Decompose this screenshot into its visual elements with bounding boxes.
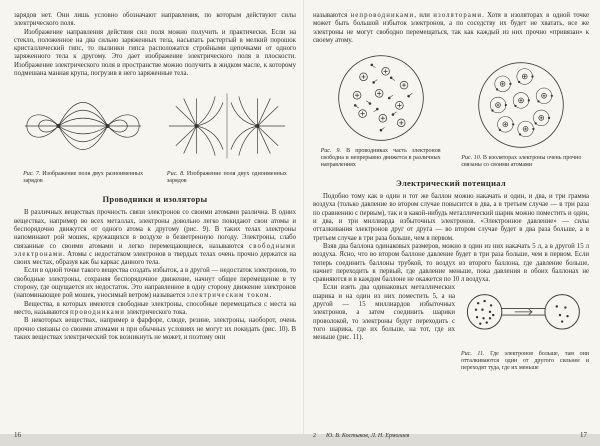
conductor-free-electrons-figure	[335, 52, 427, 144]
text-segment: . Хотя в изоляторах в одной точке может быть большой избыток электронов, а по соседству их будет не хватать, все же электроны не могут свободно перемещаться, так как каждый из них прочно «привязан» к своему атому.	[313, 12, 589, 44]
paragraph-continuation: зарядов нет. Они лишь условно обозначают направления, по которым действуют силы электрического поля.	[14, 12, 296, 28]
figures-row-right	[313, 52, 589, 169]
paragraph: Подобно тому как в один и тот же баллон можно накачать и один, и два, и три грамма воздуха (только давление во втором случае повысится в два, а в третьем случае — в три раза по сравнению с первым), так и в какой-нибудь металлический шарик можно поместить и один, и два, и три миллиарда избыточных электронов. «Электронное давление» — силы отталкивания электронов друг от друга — во втором случае будет в два раза больше, а в третьем случае в три раза больше, чем в первом.	[313, 193, 589, 242]
book-signature	[313, 433, 409, 439]
figure-label: Рис. 9.	[320, 148, 342, 155]
figure-8	[158, 85, 296, 185]
paragraph	[14, 267, 296, 300]
emphasized-term: проводниками	[70, 308, 125, 316]
paragraph-with-figure	[313, 284, 589, 374]
page-number-left: 16	[14, 431, 21, 439]
insulator-bound-electrons-figure	[475, 59, 567, 151]
text-segment: , или	[414, 12, 434, 19]
figure-caption	[167, 171, 287, 185]
signature-number: 2	[313, 433, 316, 439]
figure-label: Рис. 8.	[166, 171, 185, 178]
connected-spheres-electrons-figure	[461, 286, 589, 342]
figure-caption-text: Изображение поля двух одноименных зарядов	[166, 171, 287, 185]
figure-caption	[23, 171, 143, 185]
field-lines-unlike-charges-figure	[19, 85, 147, 167]
figure-caption	[321, 148, 441, 169]
text-segment: Вещества, в которых имеются свободные электроны, способные перемещаться с места на место, называются	[14, 300, 296, 316]
paragraph: В некоторых веществах, например в фарфоре, слюде, резине, электроны, наоборот, очень прочно связаны со своими атомами и при обычных условиях не могут их покидать (рис. 10). В таких веществах электрический ток возникнуть не может, и поэтому они	[14, 317, 296, 341]
paragraph: Изображение направления действия сил поля можно получить и практически. Если на стекло, положенное на два сильно заряженных тела, насыпать растертый в мелкий порошок кристаллический гипс, то пылинки гипса расположатся стройными цепочками от одного заряженного тела к другому. Это дает изображение электрического поля в плоскости. Изображение электрического поля в пространстве можно получить в жидком масле, к которому подмешана манная крупа, погрузив в него заряженные тела.	[14, 28, 296, 78]
paragraph	[14, 209, 296, 267]
figure-caption-text: В изоляторах электроны очень прочно связаны со своими атомами	[461, 155, 582, 169]
figures-row-left	[14, 85, 296, 185]
figure-caption-text: В проводниках часть электронов свободна и непрерывно движется в различных направлениях	[320, 148, 441, 169]
figure-11	[461, 286, 589, 372]
text-segment: называются	[313, 12, 351, 19]
figure-7	[14, 85, 152, 185]
figure-caption-text: Изображение поля двух разноименных зарядов	[23, 171, 144, 185]
paragraph	[14, 301, 296, 318]
figure-caption-text: Где электронов больше, там они отталкиваются один от другого сильнее и переходят туда, где их меньше	[461, 351, 589, 372]
paragraph: Взяв два баллона одинаковых размеров, можно в один из них накачать 5 л, а в другой 15 л воздуха. Ясно, что во втором баллоне давление будет в три раза больше, чем в первом. Если теперь соединить баллоны трубкой, то воздух из второго баллона, где давление больше, начнет переходить в первый, где давление меньше, пока давления в обоих баллонах не сравняются и в каждом баллоне не окажется по 10 л воздуха.	[313, 242, 589, 284]
text-segment: В различных веществах прочность связи электронов со своими атомами различна. В одних веществах, например во всех металлах, электроны довольно легко покидают свои атомы и беспорядочно движутся от одного атома к другому (рис. 9). В таких телах электроны напоминают рой мошек, кружащихся в воздухе в безветренную погоду. Электроны, слабо связанные со своими атомами и легко перемещающиеся, называются	[14, 209, 296, 250]
text-segment: Если в одной точке такого вещества создать избыток, а в другой — недостаток электронов, то свободные электроны, сохраняя беспорядочное движение, начнут общее перемещение в ту сторону, где ощущается их недостаток. Это направленное в одну сторону движение электронов (напоминающее рой мошек, уносимый ветром) называется	[14, 267, 296, 300]
page-number-right: 17	[580, 431, 587, 439]
figure-label: Рис. 11.	[461, 351, 485, 358]
page-left	[14, 0, 296, 446]
text-segment: .	[269, 292, 272, 300]
emphasized-term: электрическим током	[186, 292, 270, 300]
emphasized-term: изоляторами	[433, 12, 483, 19]
paragraph-continuation	[313, 12, 589, 45]
figure-10	[454, 59, 589, 169]
section-title-electric-potential: Электрический потенциал	[396, 178, 506, 189]
text-segment: . Атомы с недостатком электронов в твердых телах очень прочно держатся на своих местах, образуя как бы каркас данного тела.	[14, 250, 296, 267]
text-segment: электрического тока.	[125, 308, 188, 316]
page-gutter	[303, 0, 304, 434]
emphasized-term: свободными электронами	[14, 242, 296, 258]
section-title-conductors-insulators: Проводники и изоляторы	[102, 194, 208, 205]
paragraph: Если взять два одинаковых металлических шарика и на один из них поместить 5, а на другой — 15 миллиардов избыточных электронов, а затем соединить шарики проволокой, то электроны будут переходить с того шарика, где их больше, на тот, где их меньше (рис. 11).	[313, 284, 455, 342]
emphasized-term: непроводниками	[350, 12, 415, 19]
figure-label: Рис. 7.	[23, 171, 41, 178]
signature-authors: Ю. В. Костыков, Л. Н. Ермолаев	[326, 433, 410, 439]
figure-label: Рис. 10.	[461, 155, 482, 162]
figure-9	[313, 52, 448, 169]
page-right	[313, 0, 589, 446]
figure-caption	[461, 351, 589, 372]
field-lines-like-charges-figure	[163, 85, 291, 167]
figure-caption	[461, 155, 581, 169]
